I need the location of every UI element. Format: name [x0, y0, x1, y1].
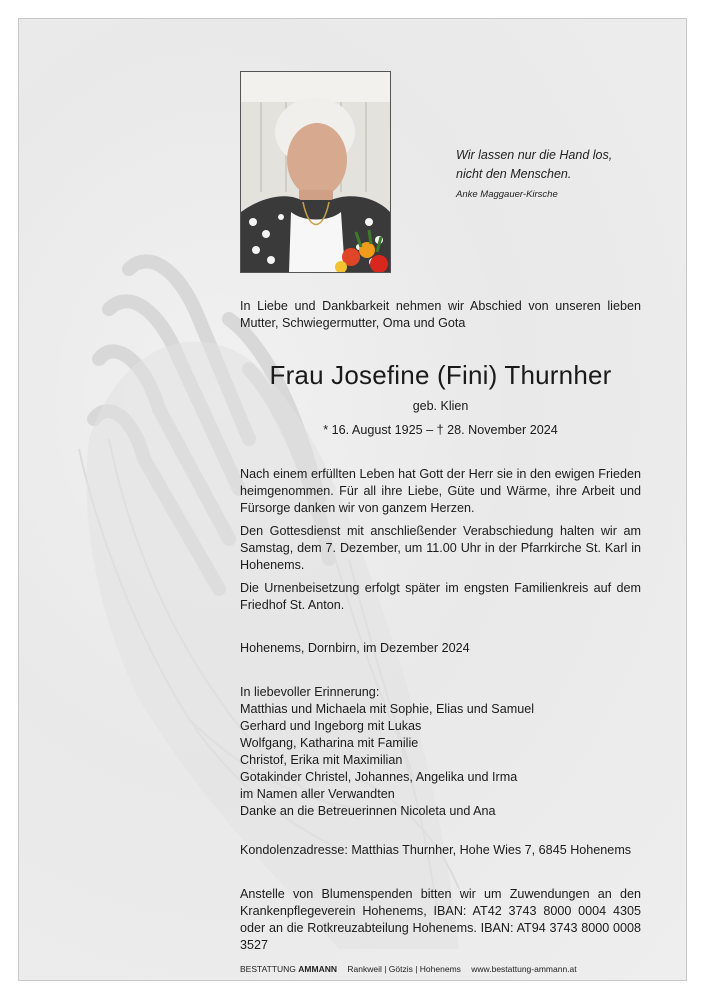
mourner-line: im Namen aller Verwandten — [240, 787, 395, 801]
mourner-line: Gerhard und Ingeborg mit Lukas — [240, 719, 422, 733]
paragraph-2: Den Gottesdienst mit anschließender Verabschiedung halten wir am Samstag, dem 7. Dezember, um 11.00 Uhr in der Pfarrkirche St. Karl in Hohenems. — [240, 524, 641, 572]
company-prefix: BESTATTUNG — [240, 964, 296, 974]
quote-author: Anke Maggauer-Kirsche — [456, 189, 558, 200]
company-website[interactable]: www.bestattung-ammann.at — [471, 964, 577, 974]
mourner-line: Gotakinder Christel, Johannes, Angelika und Irma — [240, 770, 518, 784]
mourner-line: Matthias und Michaela mit Sophie, Elias und Samuel — [240, 702, 535, 716]
mourner-line: Wolfgang, Katharina mit Familie — [240, 736, 419, 750]
mourner-line: Danke an die Betreuerinnen Nicoleta und Ana — [240, 804, 496, 818]
deceased-name: Frau Josefine (Fini) Thurnher — [269, 360, 612, 390]
intro-text: In Liebe und Dankbarkeit nehmen wir Abschied von unseren lieben Mutter, Schwiegermutter, Oma und Gota — [240, 299, 641, 330]
funeral-home-footer — [240, 964, 577, 974]
quote-block — [456, 146, 612, 202]
place-date: Hohenems, Dornbirn, im Dezember 2024 — [240, 641, 470, 655]
portrait-photo — [240, 71, 391, 273]
donation-note: Anstelle von Blumenspenden bitten wir um Zuwendungen an den Krankenpflegeverein Hohenems, IBAN: AT42 3743 8000 0004 4305 oder an die Rotkreuzabteilung Hohenems. IBAN: AT94 3743 8000 0008 3527 — [240, 887, 641, 952]
mourners-heading: In liebevoller Erinnerung: — [240, 685, 380, 699]
quote-line-1: Wir lassen nur die Hand los, — [456, 148, 613, 162]
quote-line-2: nicht den Menschen. — [456, 167, 572, 181]
maiden-name: geb. Klien — [412, 399, 469, 413]
portrait-image — [241, 72, 390, 272]
paragraph-1: Nach einem erfüllten Leben hat Gott der Herr sie in den ewigen Frieden heimgenommen. Für all ihre Liebe, Güte und Wärme, ihre Arbeit und Fürsorge danken wir von ganzem Herzen. — [240, 467, 641, 515]
condolence-address: Kondolenzadresse: Matthias Thurnher, Hohe Wies 7, 6845 Hohenems — [240, 843, 632, 857]
company-locations: Rankweil | Götzis | Hohenems — [347, 964, 461, 974]
paragraph-3: Die Urnenbeisetzung erfolgt später im engsten Familienkreis auf dem Friedhof St. Anton. — [240, 581, 641, 612]
mourner-line: Christof, Erika mit Maximilian — [240, 753, 403, 767]
company-name: AMMANN — [298, 964, 337, 974]
mourners-list — [240, 684, 641, 820]
life-dates: * 16. August 1925 – † 28. November 2024 — [323, 423, 558, 437]
obituary-card — [18, 18, 687, 981]
